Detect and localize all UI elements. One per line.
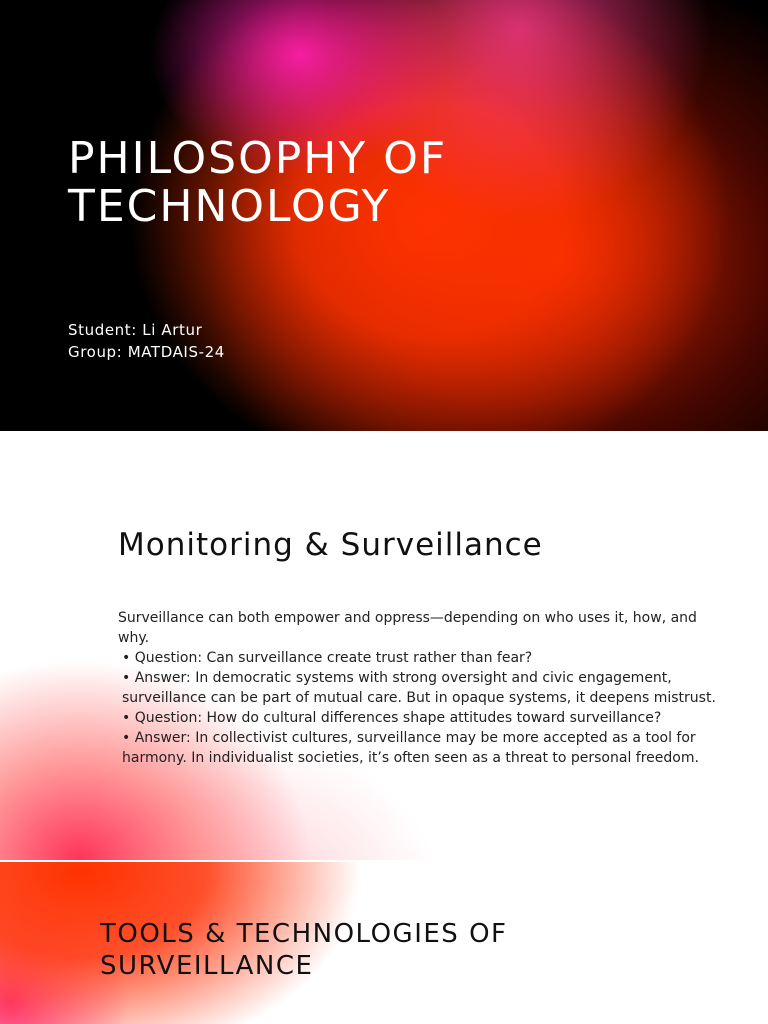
title-line-2: TECHNOLOGY — [68, 181, 391, 232]
author-info — [68, 319, 225, 363]
bullet-question-2: • Question: How do cultural differences shape attitudes toward surveillance? — [122, 710, 662, 726]
bullet-answer-2: • Answer: In collectivist cultures, surveillance may be more accepted as a tool for harmony. In individualist societies, it’s often seen as a threat to personal freedom. — [122, 730, 699, 766]
group-name: Group: MATDAIS-24 — [68, 343, 225, 361]
title-slide — [0, 0, 768, 431]
intro-paragraph: Surveillance can both empower and oppress—depending on who uses it, how, and why. — [118, 610, 697, 646]
title-line-1: PHILOSOPHY OF — [68, 133, 448, 184]
slide-title — [100, 918, 508, 982]
bullet-question-1: • Question: Can surveillance create trust rather than fear? — [122, 650, 533, 666]
tools-slide — [0, 862, 768, 1024]
monitoring-slide — [0, 431, 768, 861]
slide-body — [118, 608, 718, 768]
title-line-2: SURVEILLANCE — [100, 951, 314, 981]
slide-heading: Monitoring & Surveillance — [118, 527, 543, 563]
presentation-title — [68, 135, 447, 231]
student-name: Student: Li Artur — [68, 321, 203, 339]
bullet-answer-1: • Answer: In democratic systems with strong oversight and civic engagement, surveillance can be part of mutual care. But in opaque systems, it deepens mistrust. — [122, 670, 716, 706]
title-line-1: TOOLS & TECHNOLOGIES OF — [100, 919, 508, 949]
